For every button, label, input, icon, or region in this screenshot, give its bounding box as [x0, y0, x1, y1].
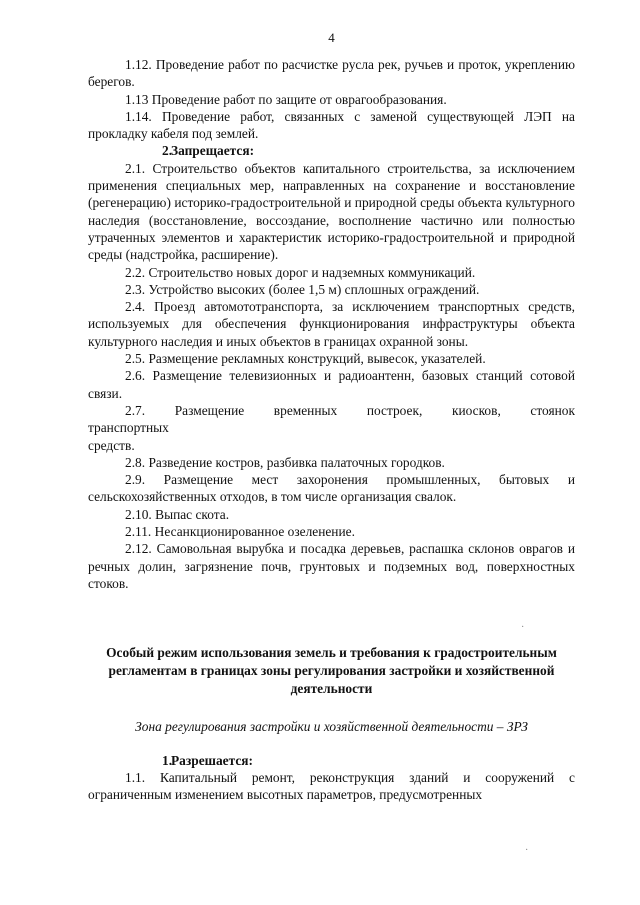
list-item: 2.9. Размещение мест захоронения промышленных, бытовых и сельскохозяйственных отходов, в том числе организация свалок.	[88, 472, 575, 505]
list-item-continuation: средств.	[88, 437, 135, 453]
list-item: 2.6. Размещение телевизионных и радиоантенн, базовых станций сотовой связи.	[88, 368, 575, 401]
scan-speck: ·	[525, 845, 529, 856]
list-item: 2.4. Проезд автомототранспорта, за исключением транспортных средств, используемых для обеспечения функционирования инфраструктуры объекта культурного наследия и иных объектов в границах охранной зоны.	[88, 299, 575, 349]
list-item: 2.12. Самовольная вырубка и посадка деревьев, распашка склонов оврагов и речных долин, загрязнение почв, грунтовых и подземных вод, поверхностных стоков.	[88, 541, 575, 591]
section-heading: Особый режим использования земель и требования к градостроительным регламентам в границах зоны регулирования застройки и хозяйственной деятельности	[106, 645, 557, 697]
list-item: 2.1. Строительство объектов капитального строительства, за исключением применения специальных мер, направленных на сохранение и восстановление (регенерацию) историко-градостроительной и природной среды объекта культурного наследия (восстановление, воссоздание, восполнение частично или полностью утраченных элементов и характеристик историко-градостроительной и природной среды (надстройка, расширение).	[88, 160, 575, 263]
list-item: 2.8. Разведение костров, разбивка палаточных городков.	[125, 454, 445, 470]
document-page	[88, 0, 575, 905]
prohibited-heading: 2.Запрещается:	[162, 143, 255, 159]
list-item: 2.5. Размещение рекламных конструкций, вывесок, указателей.	[125, 351, 486, 367]
list-item: 2.2. Строительство новых дорог и надземных коммуникаций.	[125, 264, 476, 280]
list-item-continuation: транспортных	[88, 420, 169, 436]
list-item: 2.11. Несанкционированное озеленение.	[125, 524, 355, 540]
page-number: 4	[328, 30, 335, 45]
list-item: 1.13 Проведение работ по защите от оврагообразования.	[125, 91, 447, 107]
allowed-heading: 1.Разрешается:	[162, 752, 253, 768]
list-item: 1.1. Капитальный ремонт, реконструкция зданий и сооружений с ограниченным изменением высотных параметров, предусмотренных	[88, 769, 575, 803]
list-item: 1.14. Проведение работ, связанных с заменой существующей ЛЭП на прокладку кабеля под землей.	[88, 108, 575, 142]
list-item: 2.7. Размещение временных построек, киосков, стоянок	[125, 402, 576, 418]
zone-title: Зона регулирования застройки и хозяйственной деятельности – ЗРЗ	[135, 719, 528, 735]
list-item: 2.10. Выпас скота.	[125, 506, 230, 522]
scan-speck: ·	[521, 622, 525, 633]
list-item: 1.12. Проведение работ по расчистке русла рек, ручьев и проток, укреплению берегов.	[88, 57, 575, 90]
list-item: 2.3. Устройство высоких (более 1,5 м) сплошных ограждений.	[125, 281, 480, 297]
document-body	[88, 56, 575, 803]
